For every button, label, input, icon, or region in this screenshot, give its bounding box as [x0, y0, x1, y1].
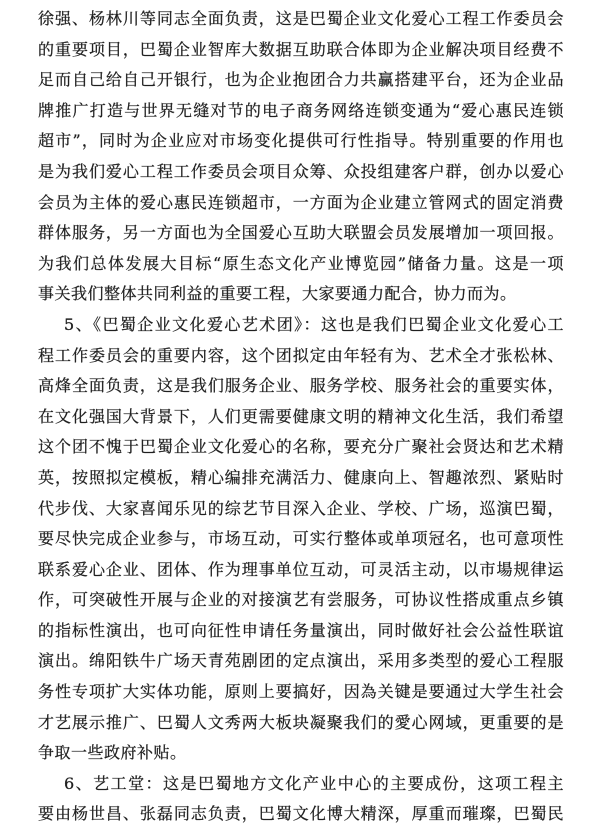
- text-line: 为我们总体发展大目标“原生态文化产业博览园”储备力量。这是一项: [38, 253, 564, 273]
- text-line: 会员为主体的爱心惠民连锁超市，一方面为企业建立管网式的固定消费: [38, 192, 564, 212]
- text-line: 是为我们爱心工程工作委员会项目众筹、众投组建客户群，创办以爱心: [38, 161, 564, 181]
- text-line: 群体服务，另一方面也为全国爱心互助大联盟会员发展增加一项回报。: [38, 223, 564, 243]
- text-line: 才艺展示推广、巴蜀人文秀两大板块凝聚我们的愛心网域，更重要的是: [38, 712, 564, 732]
- text-line-list-item-6-start: 6、艺工堂：这是巴蜀地方文化产业中心的主要成份，这项工程主: [64, 773, 564, 793]
- text-line: 的指标性演出，也可向征性申请任务量演出，同时做好社会公益性联谊: [38, 620, 564, 640]
- text-line-paragraph-end: 争取一些政府补贴。: [38, 743, 187, 763]
- text-line: 要由杨世昌、张磊同志负责，巴蜀文化博大精深，厚重而璀璨，巴蜀民: [38, 804, 564, 824]
- text-line: 务性专项扩大实体功能，原则上要搞好，因為关键是要通过大学生社会: [38, 682, 564, 702]
- text-line: 代步伐、大家喜闻乐见的综艺节目深入企业、学校、广场，巡演巴蜀，: [38, 498, 564, 518]
- text-line-paragraph-end: 事关我们整体共同利益的重要工程，大家要通力配合，协力而为。: [38, 284, 517, 304]
- text-line-list-item-5-start: 5、《巴蜀企业文化爱心艺术团》：这也是我们巴蜀企业文化爱心工: [64, 314, 564, 334]
- text-line: 程工作委员会的重要内容，这个团拟定由年轻有为、艺术全才张松林、: [38, 345, 564, 365]
- text-line: 牌推广打造与世界无缝对节的电子商务网络连锁变通为“爱心惠民连锁: [38, 100, 564, 120]
- text-line: 演出。绵阳铁牛广场天青苑剧团的定点演出，采用多类型的爱心工程服: [38, 651, 564, 671]
- text-line: 联系爱心企业、团体、作为理事单位互动，可灵活主动，以市場规律运: [38, 559, 564, 579]
- text-line: 高烽全面负责，这是我们服务企业、服务学校、服务社会的重要实体，: [38, 376, 564, 396]
- text-line: 超市”，同时为企业应对市场变化提供可行性指导。特别重要的作用也: [38, 131, 564, 151]
- text-line: 作，可突破性开展与企业的对接演艺有尝服务，可协议性搭成重点乡镇: [38, 590, 564, 610]
- text-line: 足而自己给自己开银行，也为企业抱团合力共赢搭建平台，还为企业品: [38, 70, 564, 90]
- text-line: 英，按照拟定模板，精心编排充满活力、健康向上、智趣浓烈、紧贴时: [38, 467, 564, 487]
- text-line: 这个团不愧于巴蜀企业文化爱心的名称，要充分广聚社会贤达和艺术精: [38, 437, 564, 457]
- text-line: 的重要项目，巴蜀企业智库大数据互助联合体即为企业解决项目经费不: [38, 39, 564, 59]
- text-line: 徐强、杨林川等同志全面负责，这是巴蜀企业文化爱心工程工作委员会: [38, 9, 564, 28]
- text-line: 在文化强国大背景下，人们更需要健康文明的精神文化生活，我们希望: [38, 406, 564, 426]
- text-line: 要尽快完成企业参与，市场互动，可实行整体或单项冠名，也可意项性: [38, 529, 564, 549]
